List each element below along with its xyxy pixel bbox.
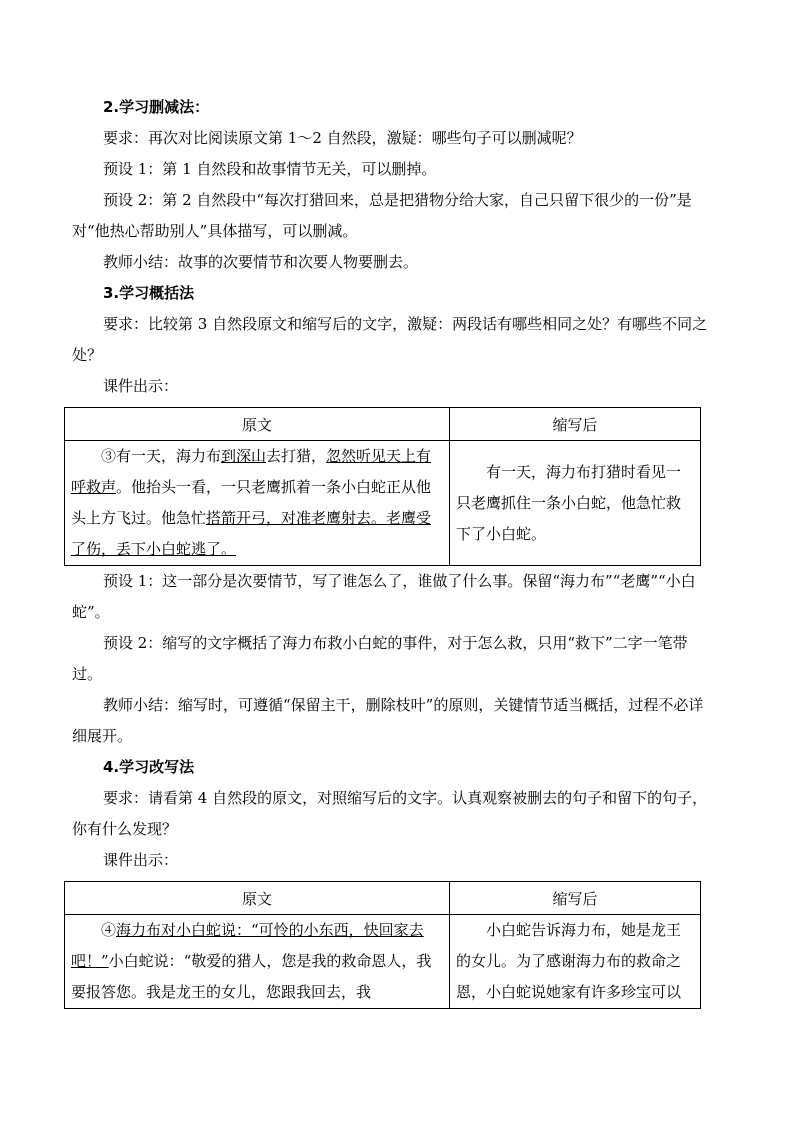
paragraph: 预设 2：缩写的文字概括了海力布救小白蛇的事件，对于怎么救，只用“救下”二字一笔带过。 xyxy=(72,634,688,683)
paragraph: 教师小结：缩写时，可遵循“保留主干，删除枝叶”的原则，关键情节适当概括，过程不必详细展开。 xyxy=(72,696,704,745)
section-heading-4: 4.学习改写法 xyxy=(103,758,195,776)
paragraph: 要求：再次对比阅读原文第 1～2 自然段，激疑：哪些句子可以删减呢？ xyxy=(103,129,582,147)
column-header-condensed: 缩写后 xyxy=(450,408,701,441)
column-header-original: 原文 xyxy=(65,408,450,441)
table-header-row xyxy=(65,882,701,915)
original-text-cell: ③有一天，海力布到深山去打猎，忽然听见天上有呼救声。他抬头一看，一只老鹰抓着一条小白蛇正从他头上方飞过。他急忙搭箭开弓，对准老鹰射去。老鹰受了伤，丢下小白蛇逃了。 xyxy=(65,441,450,566)
table-row xyxy=(65,915,701,1009)
section-heading-2: 2.学习删减法： xyxy=(103,98,210,116)
paragraph: 课件出示： xyxy=(103,377,179,395)
paragraph: 要求：请看第 4 自然段的原文，对照缩写后的文字。认真观察被删去的句子和留下的句子，你有什么发现？ xyxy=(72,789,708,838)
column-header-original: 原文 xyxy=(65,882,450,915)
condensed-text-cell: 有一天，海力布打猎时看见一只老鹰抓住一条小白蛇，他急忙救下了小白蛇。 xyxy=(450,441,701,566)
section-heading-3: 3.学习概括法 xyxy=(103,284,195,302)
table-header-row xyxy=(65,408,701,441)
paragraph: 课件出示： xyxy=(103,851,179,869)
paragraph: 预设 2：第 2 自然段中“每次打猎回来，总是把猎物分给大家，自己只留下很少的一份”是对“他热心帮助别人”具体描写，可以删减。 xyxy=(72,191,692,240)
paragraph: 预设 1：第 1 自然段和故事情节无关，可以删掉。 xyxy=(103,160,437,178)
comparison-table-2 xyxy=(64,881,701,1009)
paragraph: 教师小结：故事的次要情节和次要人物要删去。 xyxy=(103,253,419,271)
column-header-condensed: 缩写后 xyxy=(450,882,701,915)
original-text-cell: ④海力布对小白蛇说：“可怜的小东西，快回家去吧！”小白蛇说：“敬爱的猎人，您是我的救命恩人，我要报答您。我是龙王的女儿，您跟我回去，我 xyxy=(65,915,450,1009)
table-row xyxy=(65,441,701,566)
document-page xyxy=(72,92,712,1009)
paragraph: 要求：比较第 3 自然段原文和缩写后的文字，激疑：两段话有哪些相同之处？有哪些不同之处？ xyxy=(72,315,708,364)
paragraph: 预设 1：这一部分是次要情节，写了谁怎么了，谁做了什么事。保留“海力布”“老鹰”“小白蛇”。 xyxy=(72,572,696,621)
comparison-table-1 xyxy=(64,407,701,566)
condensed-text-cell: 小白蛇告诉海力布，她是龙王的女儿。为了感谢海力布的救命之恩，小白蛇说她家有许多珍宝可以 xyxy=(450,915,701,1009)
